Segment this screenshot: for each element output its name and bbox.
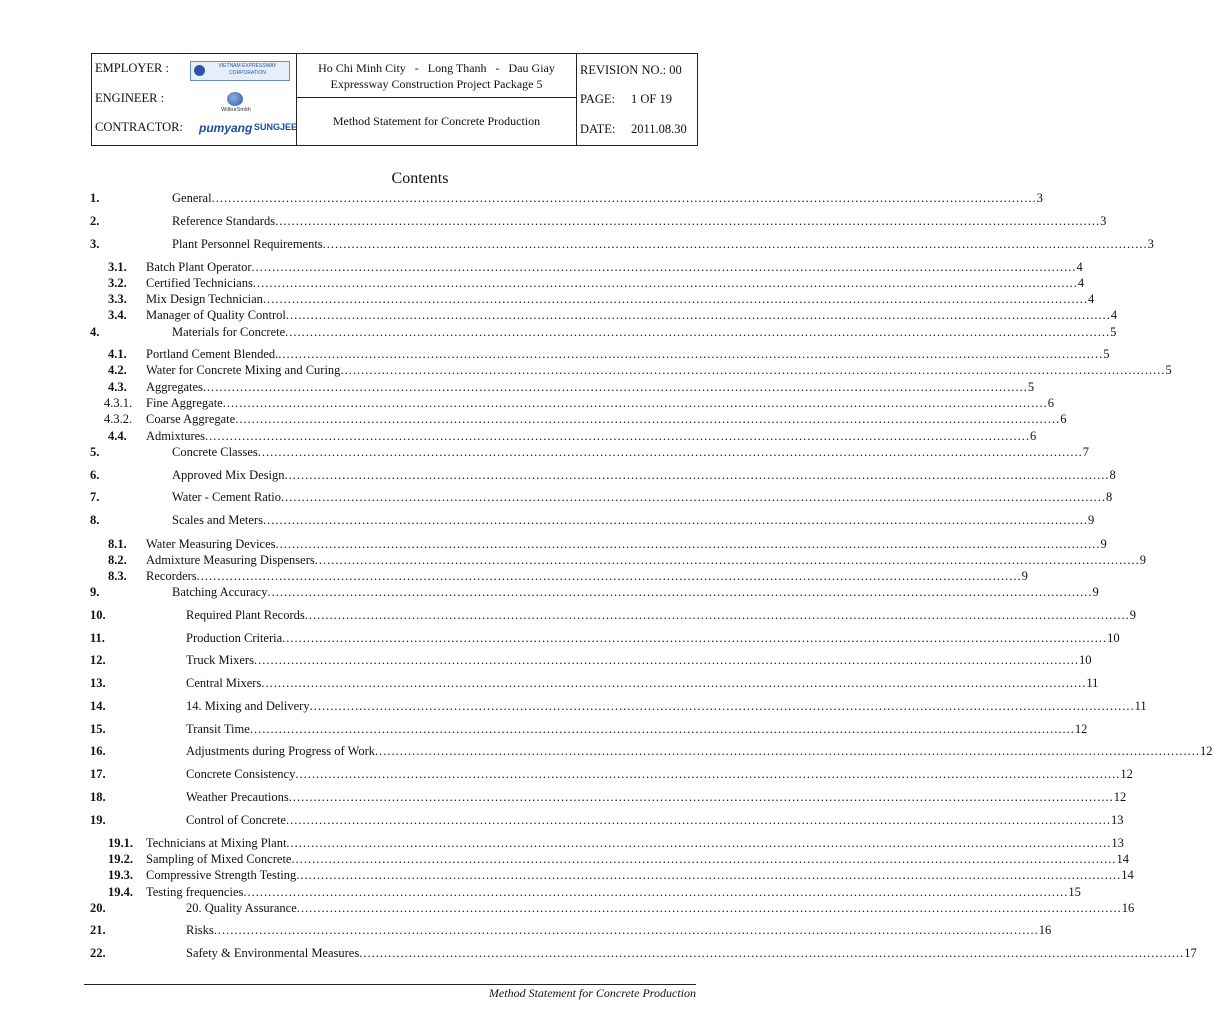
toc-entry-number: 15.	[90, 722, 106, 736]
toc-leader-dots: ........................................................................................................................................................................................................	[275, 214, 1101, 228]
toc-entry[interactable]	[90, 922, 1052, 938]
toc-entry-page: 6	[1030, 429, 1037, 443]
toc-entry-label: Required Plant Records	[186, 608, 305, 622]
toc-entry[interactable]	[90, 884, 1081, 900]
contractor-label: CONTRACTOR:	[95, 120, 183, 134]
toc-entry-label: Testing frequencies	[146, 885, 244, 899]
header-parties-cell	[92, 54, 297, 145]
toc-entry[interactable]	[90, 568, 1028, 584]
toc-leader-dots: ........................................................................................................................................................................................................	[267, 585, 1093, 599]
toc-leader-dots: ........................................................................................................................................................................................................	[252, 276, 1078, 290]
toc-leader-dots: ........................................................................................................................................................................................................	[285, 308, 1111, 322]
toc-entry-label: Water Measuring Devices	[146, 537, 276, 551]
employer-logo	[190, 61, 290, 81]
toc-entry-number: 3.4.	[108, 308, 127, 322]
date-value: 2011.08.30	[631, 122, 687, 136]
toc-entry[interactable]	[90, 307, 1118, 323]
toc-entry-number: 20.	[90, 901, 106, 915]
method-statement-title: Method Statement for Concrete Production	[332, 114, 541, 128]
toc-entry-page: 5	[1165, 363, 1172, 377]
toc-entry-number: 6.	[90, 468, 100, 482]
toc-entry-label: 20. Quality Assurance	[186, 901, 297, 915]
toc-entry[interactable]	[90, 489, 1113, 505]
toc-entry-page: 8	[1106, 490, 1113, 504]
toc-entry-page: 16	[1121, 901, 1135, 915]
toc-entry-label: Approved Mix Design	[172, 468, 285, 482]
toc-leader-dots: ........................................................................................................................................................................................................	[314, 553, 1140, 567]
toc-leader-dots: ........................................................................................................................................................................................................	[285, 325, 1111, 339]
toc-leader-dots: ........................................................................................................................................................................................................	[375, 744, 1201, 758]
toc-leader-dots: ........................................................................................................................................................................................................	[359, 946, 1185, 960]
toc-leader-dots: ........................................................................................................................................................................................................	[243, 885, 1069, 899]
toc-leader-dots: ........................................................................................................................................................................................................	[304, 608, 1130, 622]
toc-entry-label: Materials for Concrete	[172, 325, 286, 339]
toc-entry-number: 14.	[90, 699, 106, 713]
toc-entry-label: Admixture Measuring Dispensers	[146, 553, 315, 567]
toc-leader-dots: ........................................................................................................................................................................................................	[291, 852, 1117, 866]
toc-entry-page: 5	[1103, 347, 1110, 361]
toc-entry[interactable]	[90, 362, 1172, 378]
contractor-logo	[199, 121, 298, 141]
toc-entry-page: 16	[1038, 923, 1052, 937]
toc-entry-label: Transit Time	[186, 722, 250, 736]
header-meta-cell	[577, 54, 697, 145]
toc-entry-label: Certified Technicians	[146, 276, 253, 290]
toc-entry[interactable]	[90, 213, 1107, 229]
toc-leader-dots: ........................................................................................................................................................................................................	[278, 347, 1104, 361]
toc-entry-page: 13	[1111, 836, 1124, 850]
toc-entry-page: 12	[1120, 767, 1133, 781]
toc-entry[interactable]	[90, 291, 1095, 307]
toc-entry-page: 6	[1060, 412, 1067, 426]
toc-entry-number: 12.	[90, 653, 106, 667]
toc-entry-label: Water for Concrete Mixing and Curing	[146, 363, 341, 377]
toc-entry-label: Weather Precautions	[186, 790, 289, 804]
toc-leader-dots: ........................................................................................................................................................................................................	[286, 836, 1112, 850]
toc-entry-page: 14	[1116, 852, 1129, 866]
toc-entry-page: 12	[1200, 744, 1213, 758]
toc-entry[interactable]	[90, 721, 1088, 737]
toc-entry-page: 17	[1184, 946, 1197, 960]
toc-entry-number: 3.1.	[108, 260, 127, 274]
toc-entry-page: 9	[1092, 585, 1099, 599]
toc-entry-label: Plant Personnel Requirements	[172, 237, 323, 251]
toc-leader-dots: ........................................................................................................................................................................................................	[340, 363, 1166, 377]
toc-entry[interactable]	[90, 607, 1136, 623]
project-line-1: Ho Chi Minh City - Long Thanh - Dau Giay	[318, 61, 555, 75]
engineer-logo-text: WilburSmith	[221, 107, 251, 113]
contents-title: Contents	[391, 170, 449, 187]
toc-entry-number: 4.3.2.	[104, 412, 133, 426]
toc-entry-number: 4.3.	[108, 380, 127, 394]
toc-entry-label: 14. Mixing and Delivery	[186, 699, 310, 713]
toc-entry-label: Batch Plant Operator	[146, 260, 252, 274]
toc-entry-number: 4.4.	[108, 429, 127, 443]
toc-entry[interactable]	[90, 835, 1124, 851]
toc-leader-dots: ........................................................................................................................................................................................................	[235, 412, 1061, 426]
toc-entry[interactable]	[90, 259, 1083, 275]
toc-entry[interactable]	[90, 900, 1135, 916]
sungjee-logo-text: SUNGJEE	[254, 122, 298, 132]
employer-logo-text: VIETNAM EXPRESSWAY CORPORATION	[218, 63, 277, 76]
toc-leader-dots: ........................................................................................................................................................................................................	[196, 569, 1022, 583]
toc-entry-number: 8.1.	[108, 537, 127, 551]
page-label: PAGE:	[580, 92, 615, 106]
toc-entry-page: 7	[1082, 445, 1089, 459]
toc-leader-dots: ........................................................................................................................................................................................................	[257, 445, 1083, 459]
toc-entry-number: 19.2.	[108, 852, 133, 866]
toc-entry-label: Control of Concrete	[186, 813, 286, 827]
toc-entry-page: 5	[1110, 325, 1117, 339]
toc-entry-number: 22.	[90, 946, 106, 960]
toc-leader-dots: ........................................................................................................................................................................................................	[205, 429, 1031, 443]
toc-entry-label: Safety & Environmental Measures	[186, 946, 360, 960]
footer-text: Method Statement for Concrete Production	[488, 986, 696, 1000]
toc-entry-number: 5.	[90, 445, 100, 459]
toc-entry-label: Technicians at Mixing Plant	[146, 836, 287, 850]
toc-entry-number: 13.	[90, 676, 106, 690]
toc-leader-dots: ........................................................................................................................................................................................................	[222, 396, 1048, 410]
toc-entry-label: Adjustments during Progress of Work	[186, 744, 376, 758]
toc-leader-dots: ........................................................................................................................................................................................................	[213, 923, 1039, 937]
toc-entry-label: Recorders	[146, 569, 197, 583]
toc-entry-number: 19.	[90, 813, 106, 827]
toc-entry-label: Compressive Strength Testing	[146, 868, 297, 882]
toc-entry-page: 10	[1107, 631, 1120, 645]
toc-entry-label: Truck Mixers	[186, 653, 254, 667]
toc-entry-page: 4	[1076, 260, 1083, 274]
toc-entry-page: 12	[1113, 790, 1127, 804]
toc-entry-label: Manager of Quality Control	[146, 308, 286, 322]
toc-entry[interactable]	[90, 630, 1120, 646]
toc-entry-page: 9	[1129, 608, 1136, 622]
toc-entry-number: 1.	[90, 191, 100, 205]
toc-entry-number: 8.2.	[108, 553, 127, 567]
toc-entry-number: 4.1.	[108, 347, 127, 361]
toc-entry-label: Coarse Aggregate	[146, 412, 236, 426]
toc-entry-number: 8.	[90, 513, 100, 527]
toc-entry[interactable]	[90, 552, 1146, 568]
toc-entry[interactable]	[90, 698, 1147, 714]
toc-entry-page: 9	[1021, 569, 1028, 583]
toc-leader-dots: ........................................................................................................................................................................................................	[202, 380, 1028, 394]
toc-entry-number: 17.	[90, 767, 106, 781]
toc-entry[interactable]	[90, 275, 1085, 291]
toc-entry-label: Fine Aggregate	[146, 396, 223, 410]
toc-entry-label: Concrete Consistency	[186, 767, 296, 781]
toc-entry-page: 12	[1074, 722, 1088, 736]
toc-entry-number: 7.	[90, 490, 100, 504]
toc-entry-number: 3.	[90, 237, 100, 251]
toc-entry-number: 8.3.	[108, 569, 127, 583]
toc-entry-number: 10.	[90, 608, 106, 622]
toc-entry-number: 4.	[90, 325, 100, 339]
page-value: 1 OF 19	[631, 92, 672, 106]
toc-entry-number: 3.2.	[108, 276, 127, 290]
toc-entry-page: 5	[1027, 380, 1035, 394]
revision-label: REVISION NO.: 00	[580, 63, 682, 77]
toc-entry-number: 19.1.	[108, 836, 133, 850]
toc-entry-label: Portland Cement Blended.	[146, 347, 279, 361]
toc-entry[interactable]	[90, 512, 1095, 528]
toc-entry-label: Water - Cement Ratio	[172, 490, 282, 504]
toc-leader-dots: ........................................................................................................................................................................................................	[261, 676, 1087, 690]
toc-entry[interactable]	[90, 444, 1089, 460]
toc-leader-dots: ........................................................................................................................................................................................................	[296, 901, 1122, 915]
toc-entry[interactable]	[90, 851, 1129, 867]
toc-entry[interactable]	[90, 428, 1037, 444]
toc-entry-number: 4.2.	[108, 363, 127, 377]
toc-leader-dots: ........................................................................................................................................................................................................	[262, 292, 1088, 306]
toc-leader-dots: ........................................................................................................................................................................................................	[262, 513, 1088, 527]
toc-entry-page: 9	[1087, 513, 1095, 527]
toc-entry-page: 11	[1086, 676, 1099, 690]
toc-leader-dots: ........................................................................................................................................................................................................	[281, 490, 1107, 504]
toc-entry-label: Mix Design Technician	[146, 292, 263, 306]
toc-entry-page: 3	[1147, 237, 1154, 251]
toc-entry-label: Aggregates	[146, 380, 203, 394]
toc-entry-number: 21.	[90, 923, 106, 937]
toc-entry-page: 3	[1036, 191, 1043, 205]
toc-entry[interactable]	[90, 346, 1110, 362]
engineer-label: ENGINEER :	[95, 91, 165, 105]
toc-entry[interactable]	[90, 789, 1127, 805]
toc-entry-number: 11.	[90, 631, 105, 645]
project-line-2: Expressway Construction Project Package 5	[330, 77, 543, 91]
toc-entry-page: 11	[1134, 699, 1147, 713]
toc-entry[interactable]	[90, 411, 1067, 427]
toc-entry[interactable]	[90, 536, 1107, 552]
toc-entry-label: Admixtures	[146, 429, 206, 443]
toc-entry-label: Scales and Meters	[172, 513, 263, 527]
toc-entry-page: 4	[1087, 292, 1095, 306]
toc-entry-number: 9.	[90, 585, 100, 599]
toc-entry[interactable]	[90, 812, 1124, 828]
toc-leader-dots: ........................................................................................................................................................................................................	[211, 191, 1037, 205]
toc-entry-label: Sampling of Mixed Concrete	[146, 852, 292, 866]
toc-entry[interactable]	[90, 467, 1116, 483]
toc-leader-dots: ........................................................................................................................................................................................................	[288, 790, 1114, 804]
toc-entry[interactable]	[90, 236, 1154, 252]
toc-leader-dots: ........................................................................................................................................................................................................	[285, 813, 1111, 827]
project-title	[297, 60, 576, 92]
toc-entry-number: 2.	[90, 214, 100, 228]
toc-entry-number: 4.3.1.	[104, 396, 133, 410]
toc-leader-dots: ........................................................................................................................................................................................................	[275, 537, 1101, 551]
toc-entry[interactable]	[90, 867, 1134, 883]
toc-entry-page: 6	[1047, 396, 1054, 410]
toc-entry-label: Risks	[186, 923, 214, 937]
toc-entry-page: 8	[1109, 468, 1116, 482]
toc-entry[interactable]	[90, 584, 1099, 600]
toc-entry-label: Batching Accuracy	[172, 585, 268, 599]
toc-entry[interactable]	[90, 675, 1099, 691]
toc-entry-page: 3	[1100, 214, 1107, 228]
toc-entry[interactable]	[90, 945, 1197, 961]
toc-entry-page: 9	[1100, 537, 1107, 551]
toc-entry-page: 9	[1139, 553, 1146, 567]
toc-entry-page: 4	[1110, 308, 1118, 322]
toc-leader-dots: ........................................................................................................................................................................................................	[309, 699, 1135, 713]
document-header-table	[91, 53, 698, 146]
employer-label: EMPLOYER :	[95, 61, 169, 75]
header-project-cell	[297, 54, 577, 145]
toc-leader-dots: ........................................................................................................................................................................................................	[249, 722, 1075, 736]
toc-entry-page: 10	[1078, 653, 1092, 667]
toc-entry-page: 15	[1068, 885, 1081, 899]
toc-leader-dots: ........................................................................................................................................................................................................	[296, 868, 1122, 882]
toc-entry-label: Production Criteria	[186, 631, 283, 645]
toc-leader-dots: ........................................................................................................................................................................................................	[282, 631, 1108, 645]
toc-leader-dots: ........................................................................................................................................................................................................	[284, 468, 1110, 482]
toc-entry[interactable]	[90, 190, 1043, 206]
toc-entry[interactable]	[90, 379, 1035, 395]
toc-entry[interactable]	[90, 395, 1054, 411]
toc-leader-dots: ........................................................................................................................................................................................................	[251, 260, 1077, 274]
toc-entry-page: 4	[1077, 276, 1085, 290]
toc-entry[interactable]	[90, 743, 1213, 759]
toc-entry[interactable]	[90, 766, 1133, 782]
toc-entry-label: Reference Standards	[172, 214, 276, 228]
date-label: DATE:	[580, 122, 616, 136]
employer-logo-icon	[194, 65, 205, 76]
toc-entry-number: 16.	[90, 744, 106, 758]
toc-entry[interactable]	[90, 652, 1092, 668]
toc-entry-number: 3.3.	[108, 292, 127, 306]
footer-rule	[84, 984, 696, 985]
pumyang-logo-text: pumyang	[199, 121, 253, 135]
toc-entry-number: 19.4.	[108, 885, 133, 899]
toc-entry-label: Central Mixers	[186, 676, 262, 690]
globe-icon	[227, 92, 243, 106]
toc-leader-dots: ........................................................................................................................................................................................................	[295, 767, 1121, 781]
toc-entry-label: General	[172, 191, 212, 205]
toc-leader-dots: ........................................................................................................................................................................................................	[322, 237, 1148, 251]
toc-entry-label: Concrete Classes	[172, 445, 258, 459]
toc-leader-dots: ........................................................................................................................................................................................................	[253, 653, 1079, 667]
header-divider	[297, 97, 576, 98]
toc-entry-number: 19.3.	[108, 868, 133, 882]
toc-entry-page: 14	[1121, 868, 1134, 882]
toc-entry-number: 18.	[90, 790, 106, 804]
engineer-logo	[216, 92, 256, 116]
toc-entry-page: 13	[1110, 813, 1124, 827]
toc-entry[interactable]	[90, 324, 1117, 340]
